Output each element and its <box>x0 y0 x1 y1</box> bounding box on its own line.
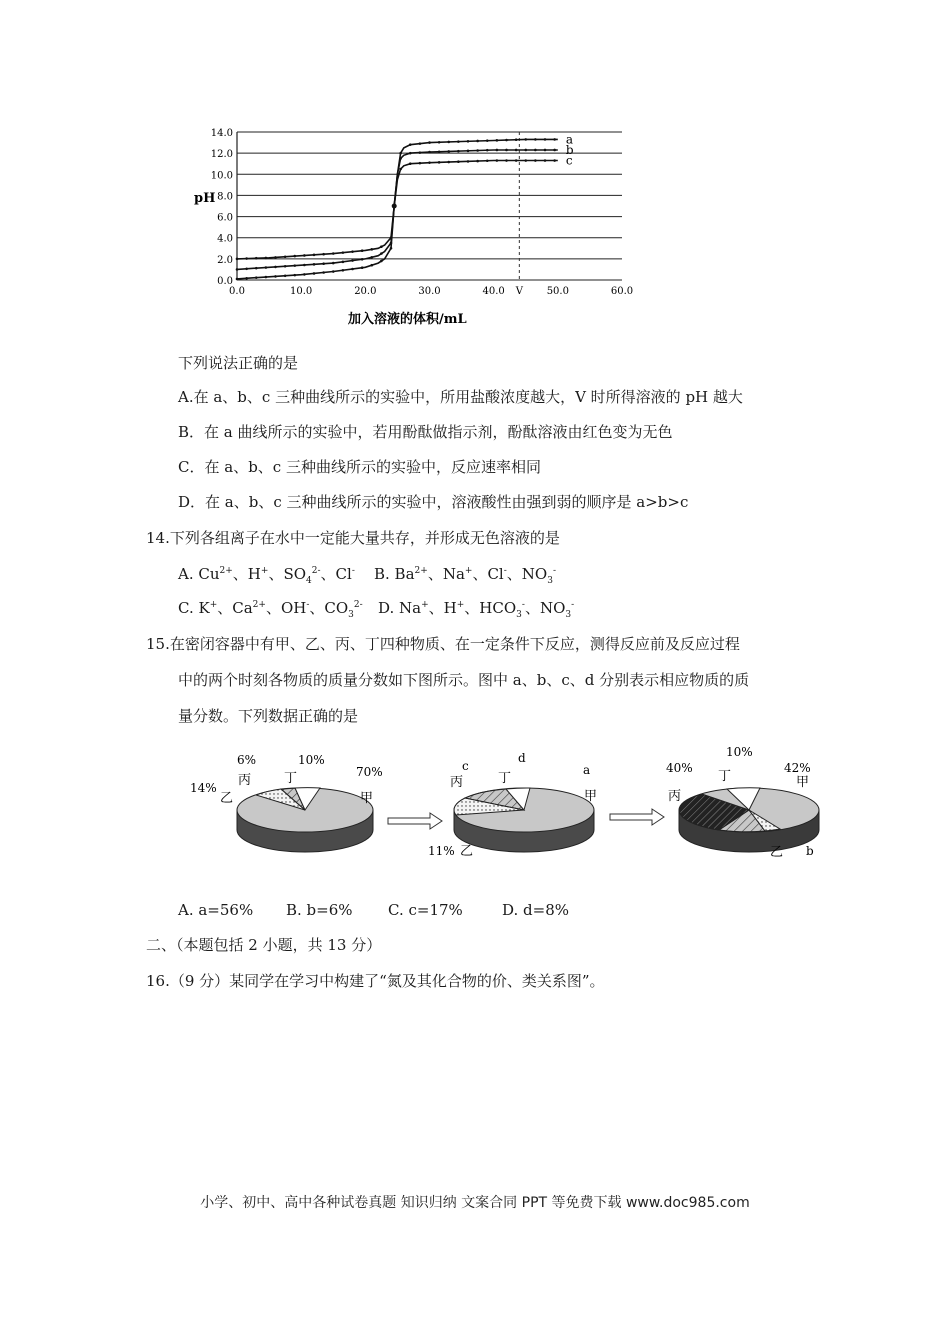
series-point-b <box>399 157 402 160</box>
footer-text: 小学、初中、高中各种试卷真题 知识归纳 文案合同 PPT 等免费下载 www.doc985.com <box>200 1195 750 1211</box>
y-tick-label: 12.0 <box>210 149 233 161</box>
q14-a-ion3: 、SO <box>268 565 307 583</box>
q14-a-sub: 4 <box>306 576 312 586</box>
y-tick-label: 10.0 <box>210 170 233 182</box>
pie-3-bing-value: 40% <box>666 761 693 775</box>
series-point-a <box>496 139 499 142</box>
series-point-c <box>486 159 489 162</box>
series-point-a <box>524 138 527 141</box>
series-point-c <box>467 160 470 163</box>
pie-1-bing-label: 丙 <box>238 773 252 788</box>
series-point-c <box>236 278 239 281</box>
x-tick-label: 60.0 <box>610 286 634 297</box>
series-point-b <box>293 264 296 267</box>
series-point-b <box>515 149 518 152</box>
series-point-a <box>313 254 316 257</box>
q14-option-a <box>178 564 355 591</box>
y-tick-label: 2.0 <box>217 254 233 266</box>
x-axis-label: 加入溶液的体积/mL <box>348 312 467 327</box>
y-tick-label: 4.0 <box>217 233 233 245</box>
q15-line3: 量分数。下列数据正确的是 <box>178 707 359 725</box>
pie-2-jia-value: a <box>583 763 591 777</box>
q14-a-sup2: + <box>260 566 269 576</box>
series-point-a <box>245 257 248 260</box>
series-point-a <box>428 141 431 144</box>
series-point-a <box>515 138 518 141</box>
q14-c-sup3: - <box>306 600 310 610</box>
series-point-c <box>438 161 441 164</box>
y-tick-label: 8.0 <box>217 191 233 203</box>
series-line-a <box>237 139 558 259</box>
series-point-a <box>534 138 537 141</box>
pie-3-yi-label: 乙 <box>770 845 784 860</box>
series-point-c <box>505 159 508 162</box>
series-point-c <box>428 161 431 164</box>
pie-3-ding-label: 丁 <box>718 769 732 784</box>
series-line-b <box>237 150 558 269</box>
series-point-c <box>515 159 518 162</box>
x-tick-label: 0.0 <box>229 286 245 297</box>
q14-a-ion2: 、H <box>232 565 261 583</box>
series-point-a <box>457 140 460 143</box>
series-point-b <box>544 149 547 152</box>
series-point-a <box>303 254 306 257</box>
series-point-b <box>419 151 422 154</box>
q14-d-ion3: 、HCO <box>464 599 517 617</box>
pie-1 <box>190 753 383 852</box>
series-point-c <box>419 162 422 165</box>
pie-3-jia-value: 42% <box>784 761 811 775</box>
section-2-heading: 二、（本题包括 2 小题，共 13 分） <box>146 936 382 954</box>
series-point-b <box>265 266 268 269</box>
q14-b-sup4: - <box>552 566 556 576</box>
pie-2-yi-label: 乙 <box>460 844 474 859</box>
series-point-b <box>486 149 489 152</box>
series-point-b <box>553 149 556 152</box>
pie-2-jia-label: 甲 <box>584 789 598 804</box>
q14-b-ion2: 、Na <box>427 565 465 583</box>
series-point-a <box>380 245 383 248</box>
series-point-c <box>370 264 373 267</box>
pie-3-bing-label: 丙 <box>668 789 682 804</box>
pie-1-yi-value: 14% <box>190 781 217 795</box>
series-point-a <box>399 152 402 155</box>
y-tick-label: 6.0 <box>217 212 233 224</box>
series-point-b <box>457 150 460 153</box>
series-label-a: a <box>565 132 573 147</box>
q14-d-ion4: 、NO <box>524 599 566 617</box>
q14-d-sub2: 3 <box>565 610 572 620</box>
x-tick-labels <box>229 286 633 297</box>
q15-option-c: C. c=17% <box>388 901 463 919</box>
pie-1-ding-value: 10% <box>298 753 325 767</box>
x-tick-label: 50.0 <box>546 286 569 297</box>
series-point-c <box>524 159 527 162</box>
series-point-a <box>322 253 325 256</box>
q14-a-ion1: A. Cu <box>178 565 220 583</box>
q14-d-sup1: + <box>421 600 429 610</box>
series-point-c <box>544 159 547 162</box>
series-point-b <box>361 258 364 261</box>
q14-d-sup3: - <box>521 600 525 610</box>
q14-d-sup2: + <box>456 600 465 610</box>
series-point-a <box>544 138 547 141</box>
series-point-c <box>476 160 479 163</box>
q14-b-ion1: B. Ba <box>374 565 415 583</box>
pie-2 <box>428 751 597 859</box>
titration-chart-svg <box>180 120 640 330</box>
q14-c-sup4: 2- <box>353 600 363 610</box>
series-point-a <box>274 256 277 259</box>
series-point-b <box>438 150 441 153</box>
q14-b-sup1: 2+ <box>414 566 428 576</box>
x-tick-label: 30.0 <box>418 286 441 297</box>
series-point-b <box>505 149 508 152</box>
series-point-b <box>351 259 354 262</box>
series-point-b <box>342 261 345 264</box>
series-point-c <box>351 268 354 271</box>
series-point-c <box>303 273 306 276</box>
series-point-b <box>428 151 431 154</box>
series-point-b <box>236 268 239 271</box>
series-point-a <box>293 255 296 258</box>
series-point-a <box>438 141 441 144</box>
pie-3-jia-label: 甲 <box>796 775 810 790</box>
series-point-b <box>313 263 316 266</box>
pie-3-ding-value: 10% <box>726 745 753 759</box>
q15-line2: 中的两个时刻各物质的质量分数如下图所示。图中 a、b、c、d 分别表示相应物质的质 <box>178 671 750 689</box>
q13-option-b: B．在 a 曲线所示的实验中，若用酚酞做指示剂，酚酞溶液由红色变为无色 <box>178 423 673 441</box>
series-point-c <box>342 269 345 272</box>
pie-3-yi-value: b <box>806 844 814 858</box>
pie-1-ding-label: 丁 <box>284 771 298 786</box>
series-point-b <box>284 265 287 268</box>
series-point-b <box>322 262 325 265</box>
series-point-b <box>303 264 306 267</box>
series-point-a <box>284 255 287 258</box>
series-point-c <box>274 275 277 278</box>
series-point-b <box>447 150 450 153</box>
series-point-a <box>265 257 268 260</box>
q14-a-ion4: 、Cl <box>320 565 352 583</box>
q14-a-sup3: 2- <box>311 566 321 576</box>
series-point-c <box>380 260 383 263</box>
arrow-2 <box>610 809 664 825</box>
series-point-a <box>505 139 508 142</box>
series-point-c <box>496 159 499 162</box>
series-point-b <box>496 149 499 152</box>
series-point-c <box>399 168 402 171</box>
series-point-a <box>361 249 364 252</box>
pie-1-bing-value: 6% <box>237 753 257 767</box>
series-point-c <box>245 277 248 280</box>
titration-chart <box>180 120 640 330</box>
q14-stem: 14.下列各组离子在水中一定能大量共存，并形成无色溶液的是 <box>146 529 560 547</box>
series-point-a <box>236 258 239 261</box>
series-point-b <box>467 150 470 153</box>
series-point-b <box>476 149 479 152</box>
series-point-c <box>534 159 537 162</box>
q14-b-sub: 3 <box>547 576 553 586</box>
series-line-c <box>237 161 558 279</box>
q14-c-ion1: C. K <box>178 599 210 617</box>
y-tick-label: 14.0 <box>210 128 233 139</box>
x-tick-label: 20.0 <box>354 286 377 297</box>
series-point-b <box>274 266 277 269</box>
q14-c-ion4: 、CO <box>309 599 349 617</box>
series-point-b <box>524 149 527 152</box>
series-point-a <box>486 139 489 142</box>
series-point-c <box>322 271 325 274</box>
x-tick-label: V <box>515 286 523 297</box>
x-tick-label: 10.0 <box>290 286 313 297</box>
series-point-b <box>370 256 373 259</box>
q13-stem: 下列说法正确的是 <box>178 354 299 372</box>
series-point-a <box>553 138 556 141</box>
q15-option-d: D. d=8% <box>502 901 569 919</box>
q14-b-ion4: 、NO <box>506 565 548 583</box>
q15-line1: 15.在密闭容器中有甲、乙、丙、丁四种物质、在一定条件下反应，测得反应前及反应过程 <box>146 635 740 653</box>
q14-c-ion2: 、Ca <box>217 599 253 617</box>
pie-2-bing-value: c <box>462 759 469 773</box>
pie-2-bing-label: 丙 <box>450 775 464 790</box>
pie-charts-svg <box>180 740 830 870</box>
q13-option-c: C．在 a、b、c 三种曲线所示的实验中，反应速率相同 <box>178 458 541 476</box>
series-point-b <box>245 267 248 270</box>
q14-b-sup2: + <box>464 566 473 576</box>
q14-c-sup1: + <box>209 600 218 610</box>
q15-option-b: B. b=6% <box>286 901 353 919</box>
q15-option-a: A. a=56% <box>178 901 254 919</box>
q14-option-b <box>374 564 556 591</box>
q13-option-d: D．在 a、b、c 三种曲线所示的实验中，溶液酸性由强到弱的顺序是 a>b>c <box>178 493 689 511</box>
q14-c-sup2: 2+ <box>252 600 266 610</box>
pie-3 <box>666 745 819 860</box>
series-point-a <box>370 248 373 251</box>
pie-1-yi-label: 乙 <box>220 791 234 806</box>
pie-2-ding-value: d <box>518 751 526 765</box>
q14-d-ion2: 、H <box>428 599 457 617</box>
series-point-c <box>553 159 556 162</box>
y-axis-label: pH <box>194 191 216 206</box>
series-point-b <box>409 152 412 155</box>
series-point-a <box>342 251 345 254</box>
q14-b-ion3: 、Cl <box>472 565 504 583</box>
series-point-b <box>534 149 537 152</box>
series-point-c <box>457 160 460 163</box>
series-point-c <box>361 266 364 269</box>
q14-d-ion1: D. Na <box>378 599 422 617</box>
q14-c-sub: 3 <box>348 610 354 620</box>
pie-1-jia-label: 甲 <box>360 791 374 806</box>
equivalence-point <box>392 204 397 209</box>
arrow-1 <box>388 813 442 829</box>
series-label-c: c <box>565 153 573 168</box>
series-point-b <box>380 252 383 255</box>
series-point-c <box>409 162 412 165</box>
chart-series <box>236 132 574 280</box>
series-point-b <box>332 262 335 265</box>
series-point-c <box>265 276 268 279</box>
series-point-c <box>284 274 287 277</box>
q14-option-d <box>378 598 574 625</box>
q14-c-ion3: 、OH <box>265 599 307 617</box>
pie-2-yi-value: 11% <box>428 844 455 858</box>
q14-option-c <box>178 598 363 625</box>
series-point-a <box>332 252 335 255</box>
series-point-c <box>313 272 316 275</box>
q13-option-a: A.在 a、b、c 三种曲线所示的实验中，所用盐酸浓度越大，V 时所得溶液的 pH 越大 <box>178 388 743 406</box>
q14-a-sup1: 2+ <box>219 566 233 576</box>
series-point-a <box>255 257 258 260</box>
series-label-b: b <box>565 142 574 157</box>
pie-1-jia-value: 70% <box>356 765 383 779</box>
series-point-b <box>255 267 258 270</box>
series-point-a <box>476 140 479 143</box>
series-point-a <box>409 143 412 146</box>
series-point-a <box>447 141 450 144</box>
series-point-a <box>419 142 422 145</box>
q14-b-sup3: - <box>503 566 507 576</box>
pie-2-ding-label: 丁 <box>498 771 512 786</box>
series-point-c <box>447 161 450 164</box>
series-point-a <box>467 140 470 143</box>
chart-grid <box>237 132 622 280</box>
pie-charts-figure <box>180 740 830 870</box>
x-tick-label: 40.0 <box>482 286 505 297</box>
series-point-c <box>255 276 258 279</box>
q14-d-sub1: 3 <box>516 610 522 620</box>
series-point-c <box>293 274 296 277</box>
series-point-c <box>390 247 393 250</box>
q14-d-sup4: - <box>571 600 575 610</box>
q16-stem: 16.（9 分）某同学在学习中构建了“氮及其化合物的价、类关系图”。 <box>146 972 605 990</box>
q14-a-sup4: - <box>351 566 355 576</box>
y-tick-label: 0.0 <box>217 276 233 287</box>
series-point-a <box>351 250 354 253</box>
y-tick-labels <box>211 128 233 287</box>
series-point-c <box>332 270 335 273</box>
